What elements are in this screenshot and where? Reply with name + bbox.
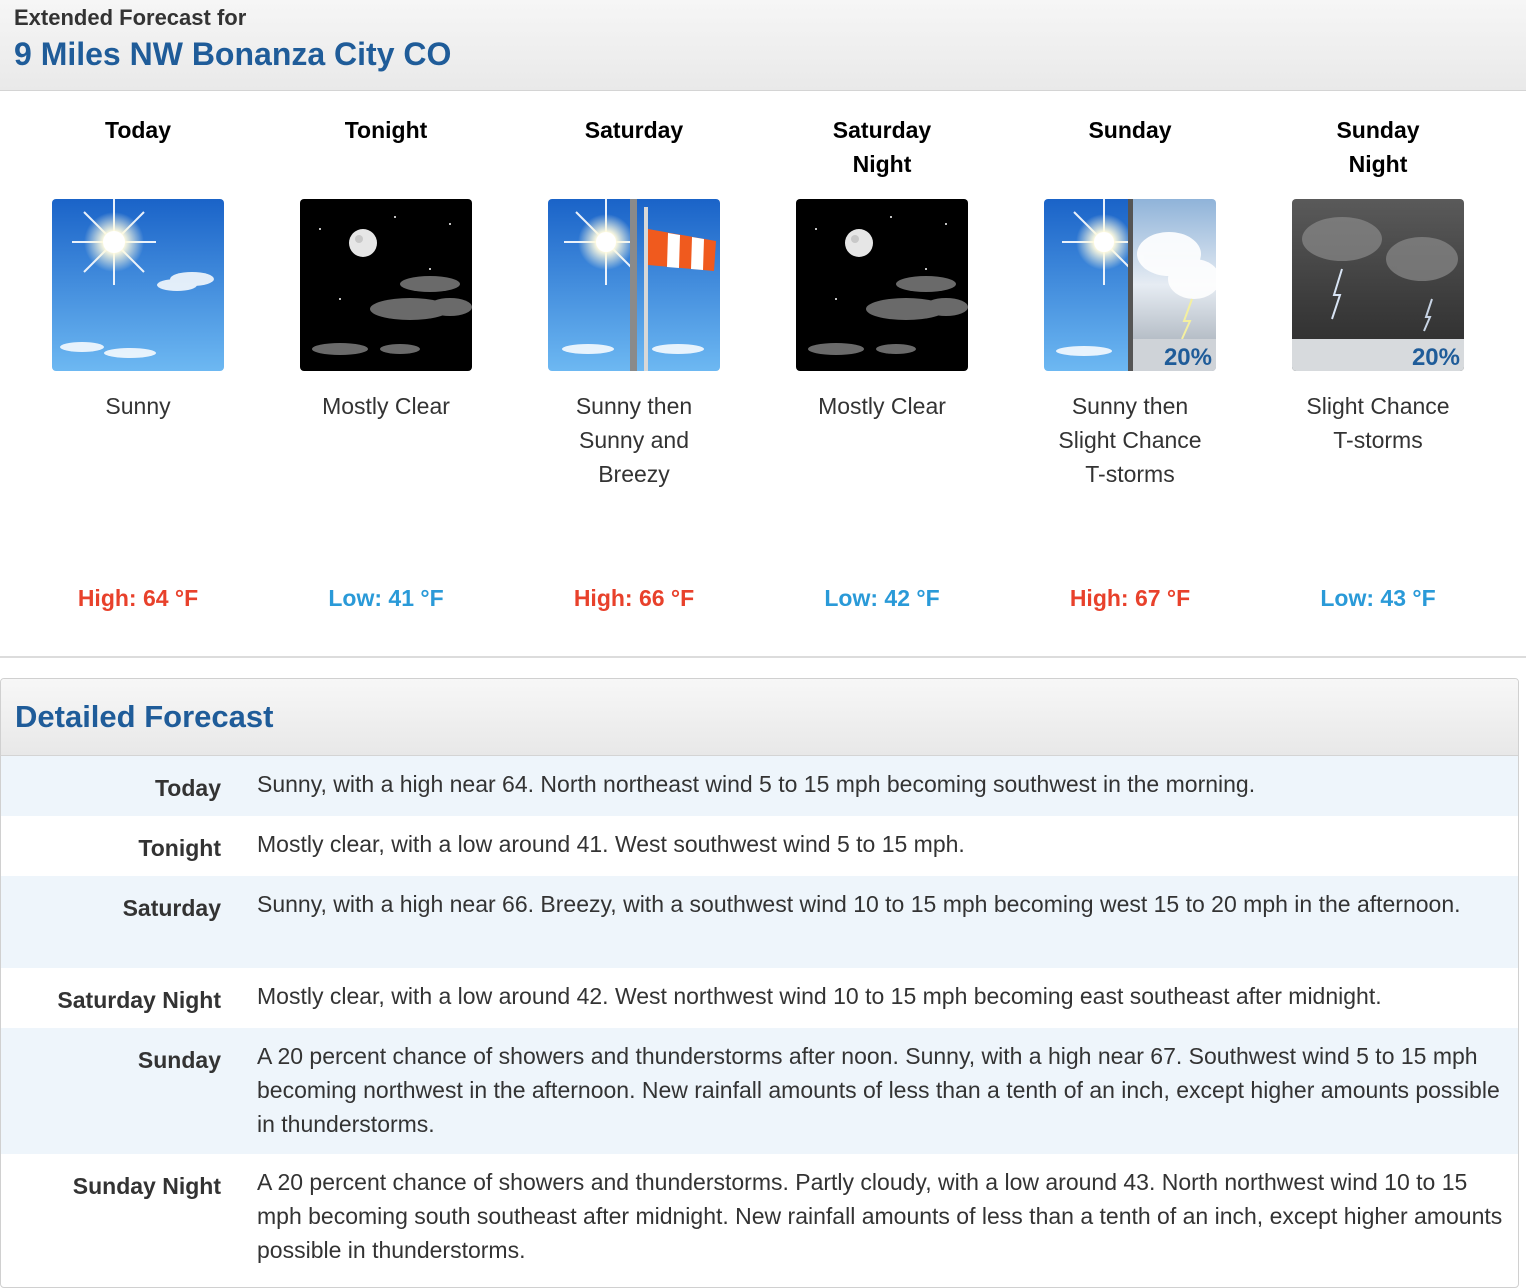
temp-high: High: 66 °F — [573, 585, 695, 611]
detail-row-saturday — [1, 876, 1518, 968]
period-name: Saturday — [584, 117, 684, 143]
temp-low: Low: 42 °F — [824, 585, 940, 611]
temp-low: Low: 43 °F — [1320, 585, 1436, 611]
detail-text: Mostly clear, with a low around 42. West northwest wind 10 to 15 mph becoming east southeast after midnight. — [257, 983, 1382, 1009]
detail-period: Sunday — [137, 1047, 221, 1073]
sunny-icon[interactable] — [52, 199, 224, 371]
period-name: Tonight — [344, 117, 428, 143]
detail-period: Saturday Night — [57, 987, 221, 1013]
detail-period: Today — [154, 775, 221, 801]
tombstone-row — [0, 91, 1526, 658]
detail-text: A 20 percent chance of showers and thunderstorms after noon. Sunny, with a high near 67. Southwest wind 5 to 15 mph becoming northwest in the afternoon. New rainfall amounts of less than a tenth of an inch, except higher amounts possible in thunderstorms. — [257, 1043, 1500, 1137]
detail-row-tonight — [1, 816, 1518, 876]
temp-high: High: 67 °F — [1069, 585, 1191, 611]
forecast-header — [0, 0, 1526, 91]
detail-text: A 20 percent chance of showers and thunderstorms. Partly cloudy, with a low around 43. North northwest wind 10 to 15 mph becoming south southeast after midnight. New rainfall amounts of less than a tenth of an inch, except higher amounts possible in thunderstorms. — [257, 1169, 1503, 1263]
pop-label: 20% — [1411, 344, 1460, 371]
short-forecast: Slight Chance T-storms — [1306, 393, 1450, 453]
detail-text: Sunny, with a high near 66. Breezy, with a southwest wind 10 to 15 mph becoming west 15 to 20 mph in the afternoon. — [257, 891, 1461, 917]
detail-text: Sunny, with a high near 64. North northeast wind 5 to 15 mph becoming southwest in the morning. — [257, 771, 1256, 797]
period-name: Sunday Night — [1336, 117, 1420, 177]
mostly-clear-night-icon[interactable] — [796, 199, 968, 371]
period-name: Saturday Night — [832, 117, 932, 177]
detail-row-saturday-night — [1, 968, 1518, 1028]
detail-period: Tonight — [138, 835, 221, 861]
location-title: 9 Miles NW Bonanza City CO — [14, 36, 452, 72]
temp-low: Low: 41 °F — [328, 585, 444, 611]
sunny-tstorm-icon[interactable] — [1044, 199, 1216, 371]
short-forecast: Mostly Clear — [818, 393, 946, 419]
sunny-breezy-icon[interactable] — [548, 199, 720, 371]
detailed-forecast-title: Detailed Forecast — [15, 699, 274, 734]
mostly-clear-night-icon[interactable] — [300, 199, 472, 371]
detail-row-sunday — [1, 1028, 1518, 1154]
tstorm-night-icon[interactable] — [1292, 199, 1464, 371]
detailed-forecast-panel — [0, 678, 1519, 1288]
detail-period: Saturday — [122, 895, 221, 921]
period-name: Sunday — [1088, 117, 1172, 143]
detail-period: Sunday Night — [72, 1173, 221, 1199]
pop-label: 20% — [1163, 344, 1212, 371]
detail-row-sunday-night — [1, 1154, 1518, 1280]
detail-text: Mostly clear, with a low around 41. West southwest wind 5 to 15 mph. — [257, 831, 965, 857]
short-forecast: Sunny then Sunny and Breezy — [575, 393, 693, 487]
short-forecast: Sunny — [105, 393, 171, 419]
period-name: Today — [104, 117, 172, 143]
header-label: Extended Forecast for — [14, 5, 247, 30]
temp-high: High: 64 °F — [77, 585, 199, 611]
detailed-forecast-header — [1, 679, 1518, 756]
detail-row-today — [1, 756, 1518, 816]
short-forecast: Sunny then Slight Chance T-storms — [1058, 393, 1202, 487]
short-forecast: Mostly Clear — [322, 393, 450, 419]
